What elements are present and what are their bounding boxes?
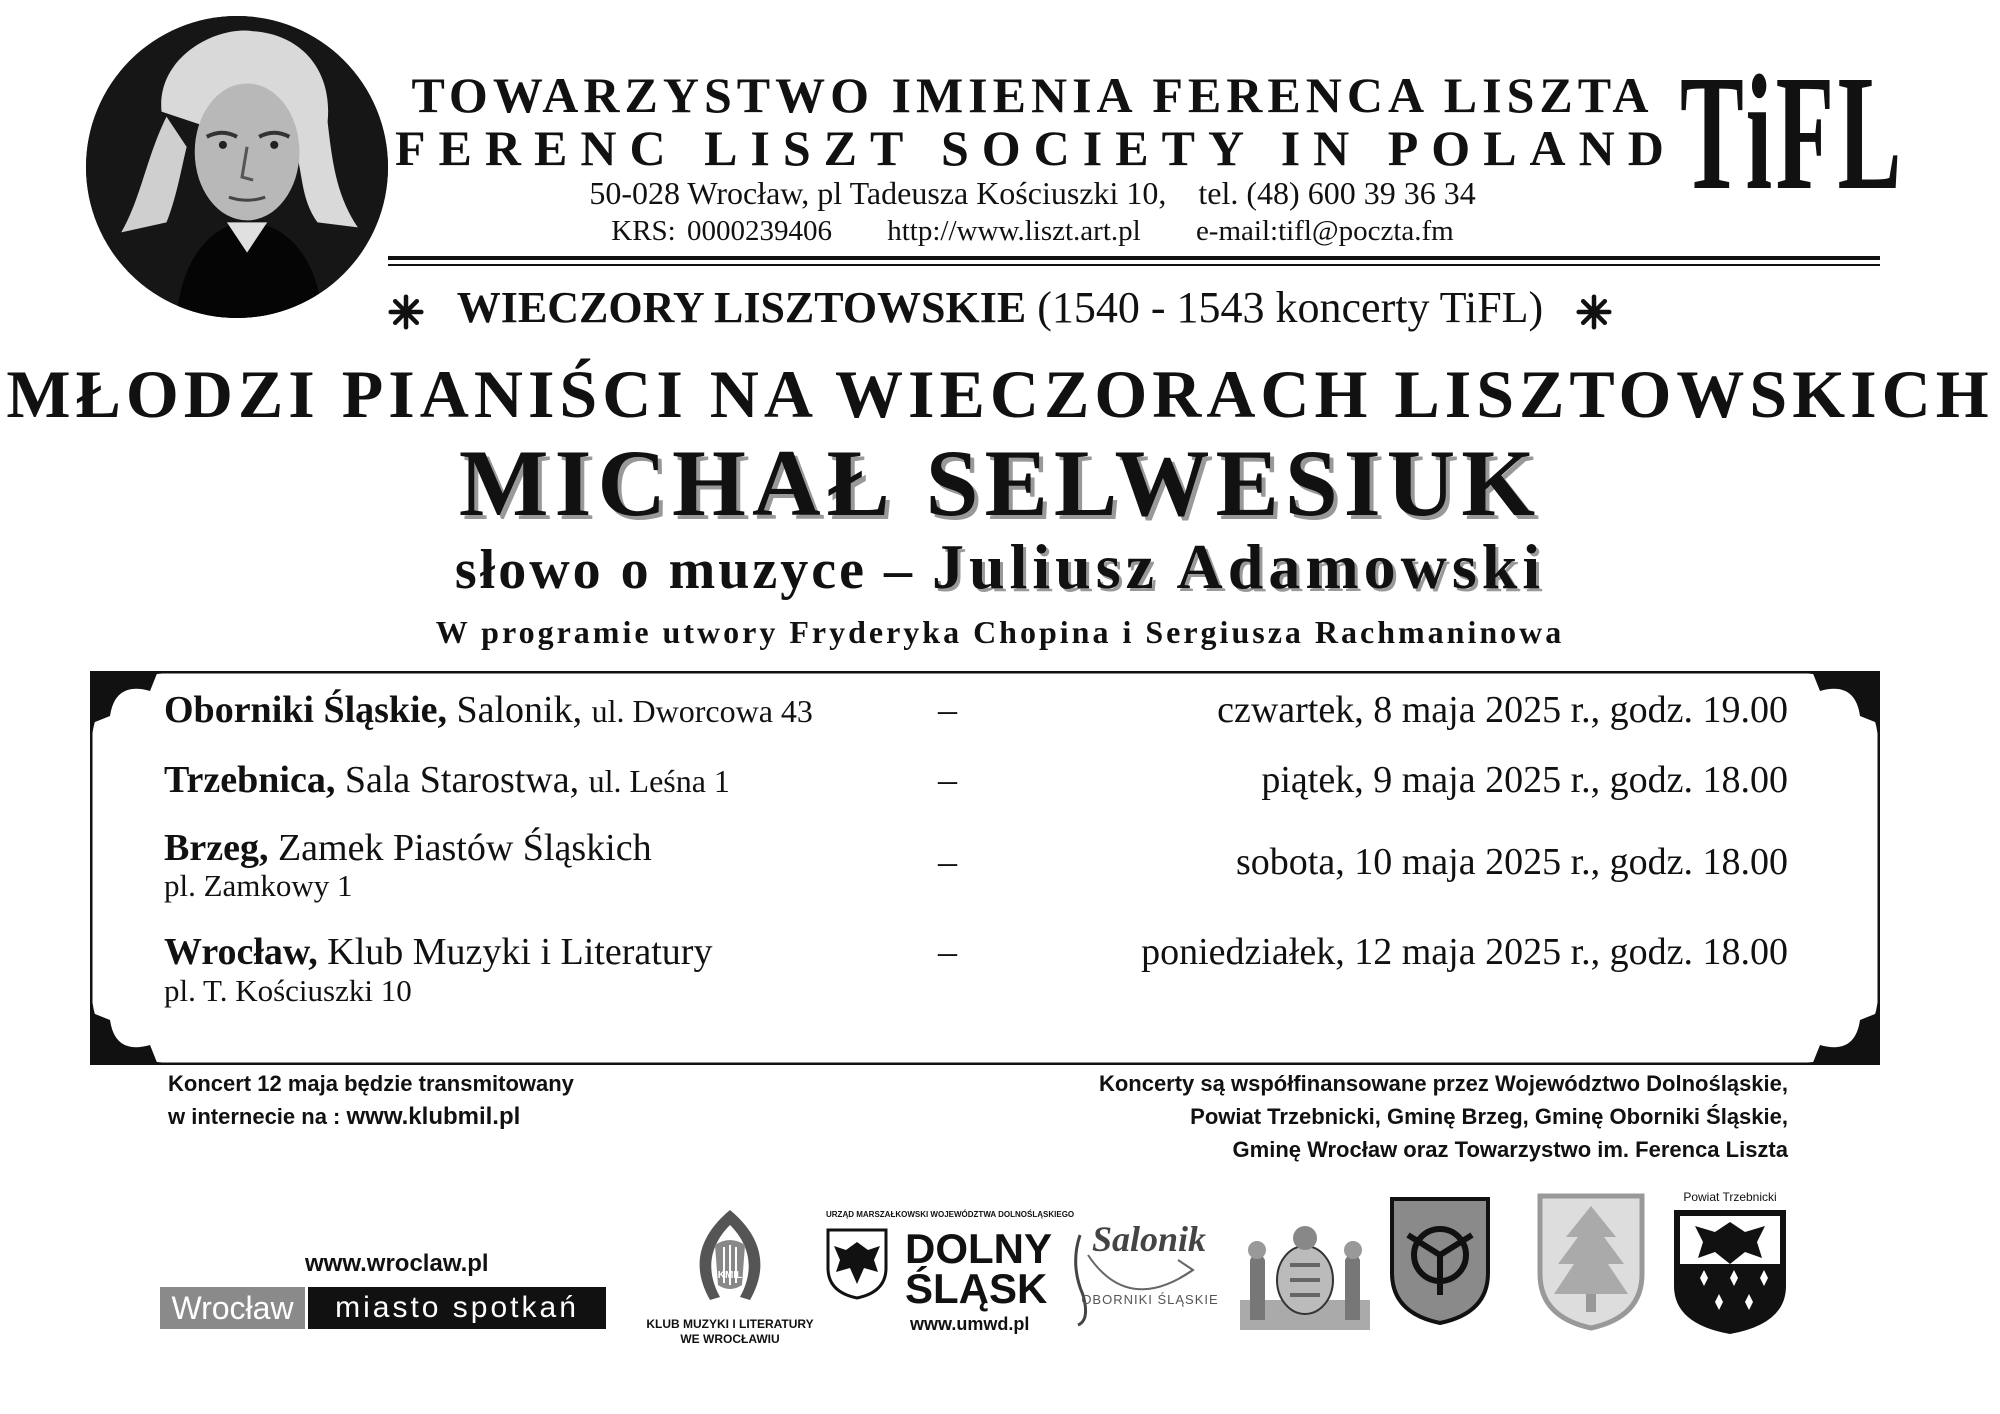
lecture-line [0, 530, 2000, 604]
oborniki-shield-icon [1388, 1195, 1492, 1325]
wroclaw-logo-name: Wrocław [160, 1287, 305, 1329]
star-icon [388, 294, 424, 330]
star-icon [1576, 294, 1612, 330]
website-link[interactable]: http://www.liszt.art.pl [887, 215, 1141, 247]
portrait-image [86, 16, 388, 318]
brzeg-coat-of-arms-icon [1235, 1220, 1375, 1336]
contacts-line [395, 215, 1670, 248]
org-name-en: FERENC LISZT SOCIETY IN POLAND [395, 120, 1677, 176]
concert-venue-1: Oborniki Śląskie, Salonik, ul. Dworcowa 43 [164, 689, 813, 731]
powiat-shield-icon [1670, 1206, 1790, 1336]
kmil-mark: KMIL [717, 1270, 743, 1281]
phone: tel. (48) 600 39 36 34 [1198, 175, 1476, 211]
umwd-line1: DOLNY [905, 1225, 1052, 1272]
powiat-label: Powiat Trzebnicki [1683, 1190, 1777, 1204]
program-line: W programie utwory Fryderyka Chopina i Sergiusza Rachmaninowa [435, 614, 1565, 650]
kmil-line1: KLUB MUZYKI I LITERATURY [646, 1317, 814, 1331]
event-title: MŁODZI PIANIŚCI NA WIECZORACH LISZTOWSKICH [6, 356, 1994, 432]
series-name: WIECZORY LISZTOWSKIE [456, 283, 1027, 332]
stream-note-line2: w internecie na : www.klubmil.pl [168, 1103, 521, 1130]
umwd-header: URZĄD MARSZAŁKOWSKI WOJEWÓDZTWA DOLNOŚLĄSKIEGO [826, 1210, 1075, 1219]
krs: KRS: 0000239406 [611, 215, 832, 247]
concert-date-1: czwartek, 8 maja 2025 r., godz. 19.00 [1217, 689, 1788, 731]
concert-date-3: sobota, 10 maja 2025 r., godz. 18.00 [1236, 841, 1788, 883]
stream-url-link[interactable]: www.klubmil.pl [346, 1103, 521, 1130]
concert-venue-3: Brzeg, Zamek Piastów Śląskich [164, 827, 652, 869]
liszt-portrait [86, 16, 388, 318]
series-line [0, 282, 2000, 333]
concert-date-4: poniedziałek, 12 maja 2025 r., godz. 18.00 [1141, 931, 1788, 973]
lecture-prefix: słowo o muzyce – [454, 539, 915, 601]
funding-line1: Koncerty są współfinansowane przez Województwo Dolnośląskie, [1098, 1071, 1788, 1096]
umwd-url[interactable]: www.umwd.pl [910, 1314, 1030, 1334]
performer-name: MICHAŁ SELWESIUK [458, 430, 1542, 536]
concert-venue-2: Trzebnica, Sala Starostwa, ul. Leśna 1 [164, 759, 730, 801]
wroclaw-logo-slogan: miasto spotkań [308, 1287, 606, 1329]
dash: – [938, 689, 957, 731]
concert-address-4: pl. T. Kościuszki 10 [164, 973, 412, 1008]
wroclaw-url[interactable]: www.wroclaw.pl [305, 1250, 489, 1277]
trzebnica-shield-icon [1536, 1192, 1646, 1332]
stream-note-line1: Koncert 12 maja będzie transmitowany [168, 1071, 574, 1096]
dash: – [938, 759, 957, 801]
salonik-name: Salonik [1092, 1219, 1207, 1259]
eagle-shield-icon [826, 1228, 888, 1300]
concert-address-3: pl. Zamkowy 1 [164, 868, 353, 903]
header-rule [388, 256, 1880, 260]
email-link[interactable]: e-mail:tifl@poczta.fm [1195, 215, 1454, 247]
salonik-sub: OBORNIKI ŚLĄSKIE [1081, 1292, 1219, 1307]
header-rule-thin [388, 264, 1880, 266]
umwd-line2: ŚLĄSK [905, 1265, 1048, 1312]
concert-venue-4: Wrocław, Klub Muzyki i Literatury [164, 931, 713, 973]
tifl-logo: TiFL [1680, 41, 1905, 224]
dash: – [938, 931, 957, 973]
lecturer-name: Juliusz Adamowski [932, 531, 1546, 602]
funding-line2: Powiat Trzebnicki, Gminę Brzeg, Gminę Oborniki Śląskie, [1190, 1104, 1788, 1129]
org-name-pl: TOWARZYSTWO IMIENIA FERENCA LISZTA [411, 67, 1654, 123]
kmil-logo-icon [680, 1205, 780, 1313]
kmil-line2: WE WROCŁAWIU [680, 1332, 780, 1346]
series-numbers: (1540 - 1543 koncerty TiFL) [1037, 283, 1544, 332]
concert-date-2: piątek, 9 maja 2025 r., godz. 18.00 [1261, 759, 1788, 801]
dash: – [938, 841, 957, 883]
funding-line3: Gminę Wrocław oraz Towarzystwo im. Ferenca Liszta [1232, 1137, 1788, 1162]
address-line [395, 175, 1670, 212]
address: 50-028 Wrocław, pl Tadeusza Kościuszki 10, [589, 175, 1167, 211]
